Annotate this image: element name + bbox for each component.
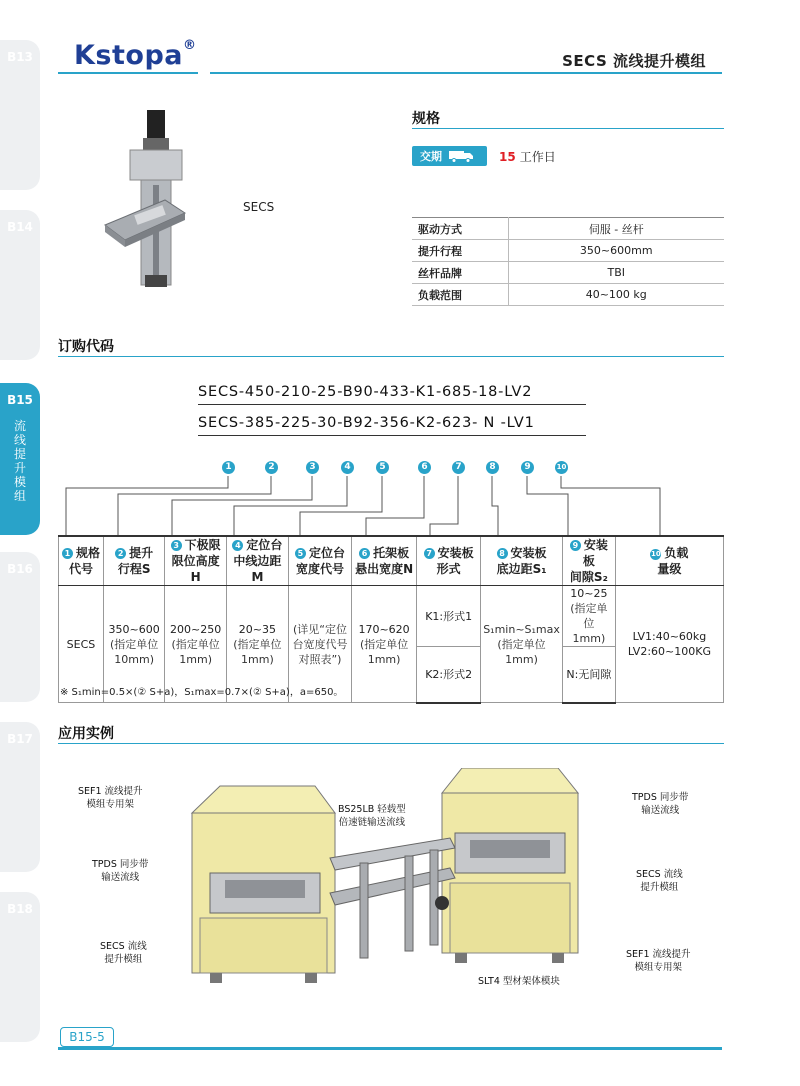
label-line: 模组专用架 [634, 962, 683, 973]
header-index-circle: 2 [115, 548, 126, 559]
side-tab-label: B15 [7, 393, 33, 407]
cell-line: LV2:60~100KG [627, 645, 711, 658]
label-line: 输送流线 [641, 805, 680, 816]
cell-spec-code: SECS [59, 586, 104, 703]
header-line1: 定位台 [308, 546, 345, 560]
header-line1: 安装板 [582, 538, 608, 568]
index-circle-1: 1 [222, 461, 235, 474]
cell-line: 1mm) [505, 652, 538, 666]
label-line: SEF1 流线提升 [626, 949, 691, 960]
footnote: ※ S₁min=0.5×(② S+a)，S₁max=0.7×(② S+a)，a=650。 [60, 687, 344, 698]
cell-load-level [615, 586, 723, 703]
label-secs-left [100, 940, 147, 966]
delivery-days-unit: 工作日 [519, 149, 556, 164]
index-circle-10: 10 [555, 461, 568, 474]
cell-line: 1mm) [241, 652, 274, 666]
label-line: 提升模组 [640, 882, 679, 893]
side-tab-label: B13 [7, 50, 33, 64]
delivery-label: 交期 [420, 150, 442, 163]
header-line2: 悬出宽度N [355, 562, 414, 576]
col-header-2 [103, 536, 164, 586]
delivery-days-number: 15 [499, 149, 516, 164]
cell-bracket-width [352, 586, 417, 703]
label-line: 输送流线 [101, 872, 140, 883]
label-line: TPDS 同步带 [92, 859, 149, 870]
index-circle-5: 5 [376, 461, 389, 474]
header-index-circle: 10 [651, 550, 661, 558]
cell-line: 20~35 [238, 622, 277, 636]
header-line1: 下极限 [184, 538, 221, 552]
header-line1: 托架板 [373, 546, 410, 560]
header-line1: 安装板 [437, 546, 474, 560]
index-circle-6: 6 [418, 461, 431, 474]
header-line1: 提升 [129, 546, 154, 560]
label-line: 提升模组 [104, 954, 143, 965]
order-code-example-2: SECS-385-225-30-B92-356-K2-623- N -LV1 [198, 415, 535, 431]
cell-line: (指定单位 [497, 637, 546, 651]
header-index-circle: 3 [171, 540, 182, 551]
side-tab-vertical-text: 流 线 提 升 模 组 [13, 419, 26, 503]
side-tab-label: B18 [7, 902, 33, 916]
cell-line: 350~600 [108, 622, 160, 636]
table-row [59, 586, 724, 647]
leader-lines [0, 0, 800, 540]
header-line2: 底边距S₁ [496, 562, 547, 576]
label-line: SLT4 型材架体模块 [478, 976, 560, 987]
order-heading: 订购代码 [58, 339, 114, 355]
index-circle-9: 9 [521, 461, 534, 474]
index-circle-4: 4 [341, 461, 354, 474]
col-header-5 [288, 536, 351, 586]
cell-line: 台宽度代号 [292, 637, 348, 651]
brand-name: Kstopa [74, 40, 183, 71]
col-header-1 [59, 536, 104, 586]
header-line2: 间隙S₂ [569, 570, 608, 584]
cell-line: LV1:40~60kg [632, 630, 707, 643]
side-tab-label: B16 [7, 562, 33, 576]
label-line: SECS 流线 [100, 941, 147, 952]
header-index-circle: 8 [497, 548, 508, 559]
label-sef1-right [626, 948, 691, 974]
cell-line: 1mm) [367, 652, 401, 666]
application-example-image [180, 768, 590, 993]
registered-mark: ® [183, 38, 197, 53]
header-line1: 负载 [664, 546, 689, 560]
spec-value: 350~600mm [508, 240, 724, 262]
col-header-7 [417, 536, 481, 586]
cell-line: (指定单位 [233, 637, 282, 651]
spec-key: 驱动方式 [412, 218, 508, 240]
application-heading: 应用实例 [58, 726, 114, 742]
application-rule [58, 743, 724, 744]
cell-line: 10mm) [114, 652, 155, 666]
header-line2: 限位高度H [171, 554, 220, 584]
col-header-3 [165, 536, 226, 586]
spec-value: 40~100 kg [508, 284, 724, 306]
label-line: BS25LB 轻载型 [338, 804, 406, 815]
col-header-10 [615, 536, 723, 586]
header-index-circle: 6 [359, 548, 370, 559]
label-line: 模组专用架 [86, 799, 135, 810]
spec-key: 负载范围 [412, 284, 508, 306]
label-line: TPDS 同步带 [632, 792, 689, 803]
header-line2: 宽度代号 [295, 562, 344, 576]
side-tab-label: B14 [7, 220, 33, 234]
cell-line: 170~620 [358, 622, 410, 636]
header-line2: 行程S [117, 562, 151, 576]
side-tab-b17[interactable] [0, 722, 40, 872]
col-header-4 [226, 536, 288, 586]
order-code-example-1: SECS-450-210-25-B90-433-K1-685-18-LV2 [198, 384, 533, 400]
col-header-9 [562, 536, 615, 586]
cell-plate-form-k2: K2:形式2 [417, 647, 481, 703]
cell-line: (详见“定位 [292, 622, 347, 636]
page-number: B15-5 [60, 1027, 114, 1047]
header-index-circle: 4 [232, 540, 243, 551]
label-line: SECS 流线 [636, 869, 683, 880]
side-tab-b18[interactable] [0, 892, 40, 1042]
cell-no-gap: N:无间隙 [562, 647, 615, 703]
cell-line: S₁min~S₁max [483, 622, 560, 636]
label-sef1-left [78, 785, 143, 811]
spec-value: 伺服 - 丝杆 [508, 218, 724, 240]
header-line1: 安装板 [510, 546, 547, 560]
header-index-circle: 5 [295, 548, 306, 559]
col-header-6 [352, 536, 417, 586]
label-tpds-left [92, 858, 148, 884]
label-bs25lb [338, 803, 406, 829]
side-tab-label: B17 [7, 732, 33, 746]
table-header-row [59, 536, 724, 586]
label-slt4 [478, 975, 560, 988]
cell-line: (指定单位 [110, 637, 159, 651]
header-index-circle: 1 [62, 548, 73, 559]
spec-heading: 规格 [412, 111, 440, 127]
label-secs-right [636, 868, 683, 894]
index-circle-8: 8 [486, 461, 499, 474]
header-line2: 中线边距M [233, 554, 282, 584]
index-circle-7: 7 [452, 461, 465, 474]
cell-gap-range [562, 586, 615, 647]
label-tpds-right [632, 791, 688, 817]
page-title: SECS 流线提升模组 [562, 52, 706, 70]
cell-line: 1mm) [572, 632, 606, 645]
cell-plate-form-k1: K1:形式1 [417, 586, 481, 647]
header-line2: 代号 [68, 562, 93, 576]
cell-line: 200~250 [170, 622, 222, 636]
cell-line: (指定单位 [171, 637, 220, 651]
spec-value: TBI [508, 262, 724, 284]
cell-line: (指定单位 [359, 637, 409, 651]
cell-line: 10~25 [570, 587, 608, 600]
cell-bottom-margin [481, 586, 563, 703]
header-line2: 形式 [436, 562, 461, 576]
bottom-rule [58, 1047, 722, 1050]
header-line1: 规格 [75, 546, 100, 560]
cell-line: 1mm) [179, 652, 212, 666]
spec-key: 丝杆品牌 [412, 262, 508, 284]
label-line: 倍速链输送流线 [338, 817, 406, 828]
header-line2: 量级 [657, 562, 682, 576]
header-index-circle: 9 [570, 540, 581, 551]
spec-key: 提升行程 [412, 240, 508, 262]
header-index-circle: 7 [424, 548, 435, 559]
order-code-table [58, 535, 724, 704]
col-header-8 [481, 536, 563, 586]
side-tab-b16[interactable] [0, 552, 40, 702]
index-circle-3: 3 [306, 461, 319, 474]
cell-line: 对照表”) [298, 652, 342, 666]
cell-line: (指定单位 [570, 602, 608, 630]
header-line1: 定位台 [246, 538, 283, 552]
index-circle-2: 2 [265, 461, 278, 474]
label-line: SEF1 流线提升 [78, 786, 143, 797]
product-label: SECS [243, 200, 275, 214]
